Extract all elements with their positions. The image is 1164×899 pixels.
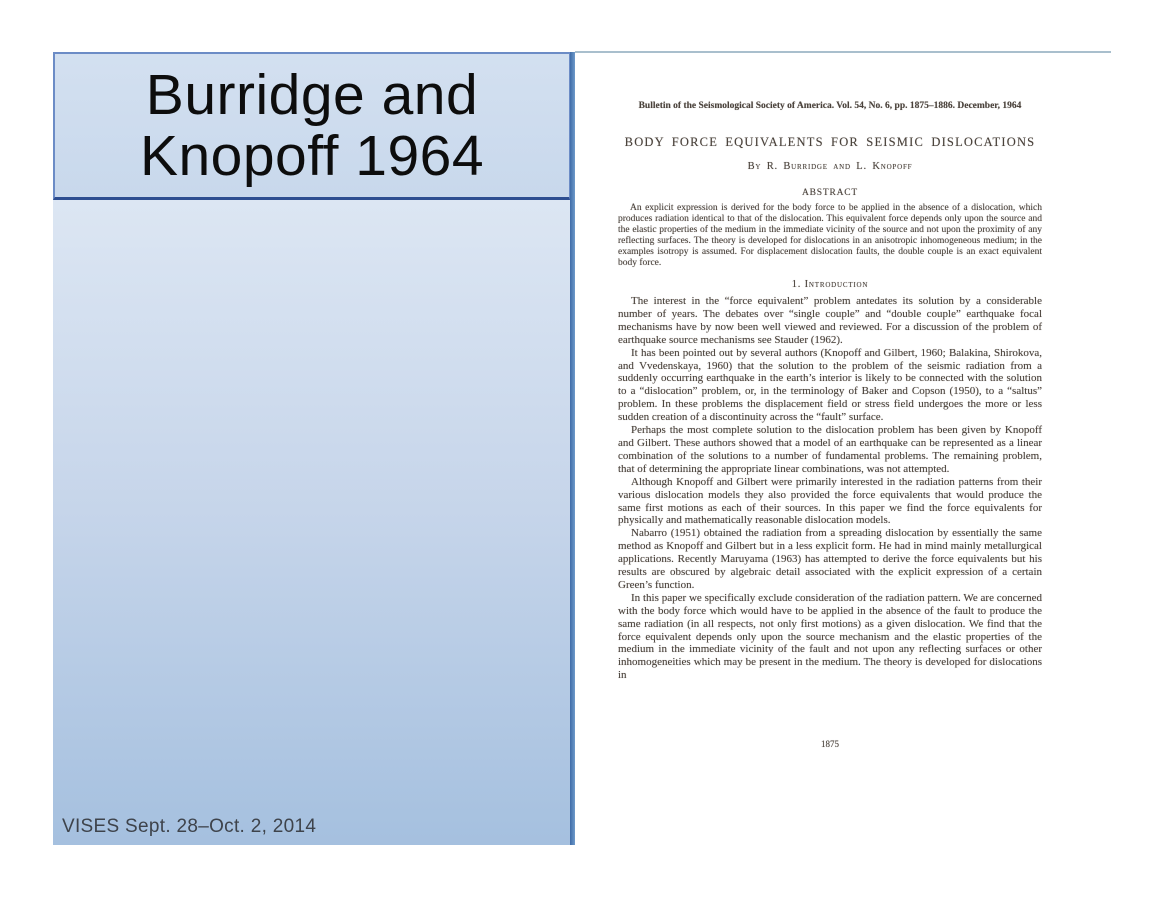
paper-journal-line: Bulletin of the Seismological Society of America. Vol. 54, No. 6, pp. 1875–1886. December, 1964 (638, 101, 1022, 111)
slide-right-border (570, 52, 575, 845)
paper-paragraph-3: Perhaps the most complete solution to the dislocation problem has been given by Knopoff and Gilbert. These authors showed that a model of an earthquake can be represented as a linear combination of the solutions to a number of fundamental problems. The remaining problem, that of determining the appropriate linear combinations, was not attempted. (618, 424, 1042, 475)
paper-section-heading: 1. Introduction (791, 279, 869, 290)
paper-abstract-text: An explicit expression is derived for the body force to be applied in the absence of a dislocation, which produces radiation identical to that of the dislocation. This equivalent force depends only upon the source and the elastic properties of the medium in the immediate vicinity of the source and not upon the proximity of any reflecting surfaces. The theory is developed for dislocations in an anisotropic inhomogeneous medium; in the examples isotropy is assumed. For displacement dislocation faults, the double couple is an exact equivalent body force. (618, 203, 1042, 268)
paper-paragraph-5: Nabarro (1951) obtained the radiation from a spreading dislocation by essentially the same method as Knopoff and Gilbert but in a less explicit form. He had in mind mainly metallurgical applications. Recently Maruyama (1963) has attempted to derive the force equivalents but his results are obscured by algebraic detail associated with the explicit expression of a certain Green’s function. (618, 527, 1042, 591)
paper-paragraph-6: In this paper we specifically exclude consideration of the radiation pattern. We are concerned with the body force which would have to be applied in the absence of the fault to produce the same radiation (in all respects, not only first motions) as a given dislocation. We find that the force equivalent depends only upon the source mechanism and the elastic properties of the medium in the immediate vicinity of the fault and not upon any reflecting surfaces or other inhomogeneities which may be present in the medium. The theory is developed for dislocations in (618, 591, 1042, 682)
paper-scan-page (577, 53, 1111, 770)
paper-paragraph-1: The interest in the “force equivalent” problem antedates its solution by a considerable number of years. The debates over “single couple” and “double couple” earthquake focal mechanisms have by now been well viewed and reviewed. For a discussion of the problem of earthquake source mechanisms see Stauder (1962). (618, 295, 1042, 346)
paper-byline: By R. Burridge and L. Knopoff (747, 161, 913, 172)
slide-title-box (53, 52, 570, 200)
paper-title: BODY FORCE EQUIVALENTS FOR SEISMIC DISLOCATIONS (624, 135, 1036, 149)
paper-body-text (618, 295, 1042, 682)
slide-title-line-1: Burridge and (145, 62, 479, 127)
slide-title-line-2: Knopoff 1964 (139, 123, 485, 188)
paper-page-number: 1875 (821, 739, 839, 749)
paper-paragraph-4: Although Knopoff and Gilbert were primarily interested in the radiation patterns from their various dislocation models they also provided the force equivalents that would produce the same first motions as each of their sources. In this paper we find the force equivalents for physically and mathematically reasonable dislocation models. (618, 475, 1042, 527)
slide-footer-text: VISES Sept. 28–Oct. 2, 2014 (62, 816, 317, 837)
paper-paragraph-2: It has been pointed out by several authors (Knopoff and Gilbert, 1960; Balakina, Shirokova, and Vvedenskaya, 1960) that the solution to the problem of the seismic radiation from a suddenly occurring earthquake in the earth’s interior is likely to be connected with the solution to a “dislocation” problem, or, in the terminology of Baker and Copson (1950), to a “saltus” problem. In these problems the displacement field or stress field undergoes the more or less sudden creation of a discontinuity across the “fault” surface. (618, 346, 1042, 424)
slide-panel (53, 52, 575, 845)
paper-abstract-heading: ABSTRACT (801, 188, 859, 198)
slide-body (53, 200, 570, 845)
